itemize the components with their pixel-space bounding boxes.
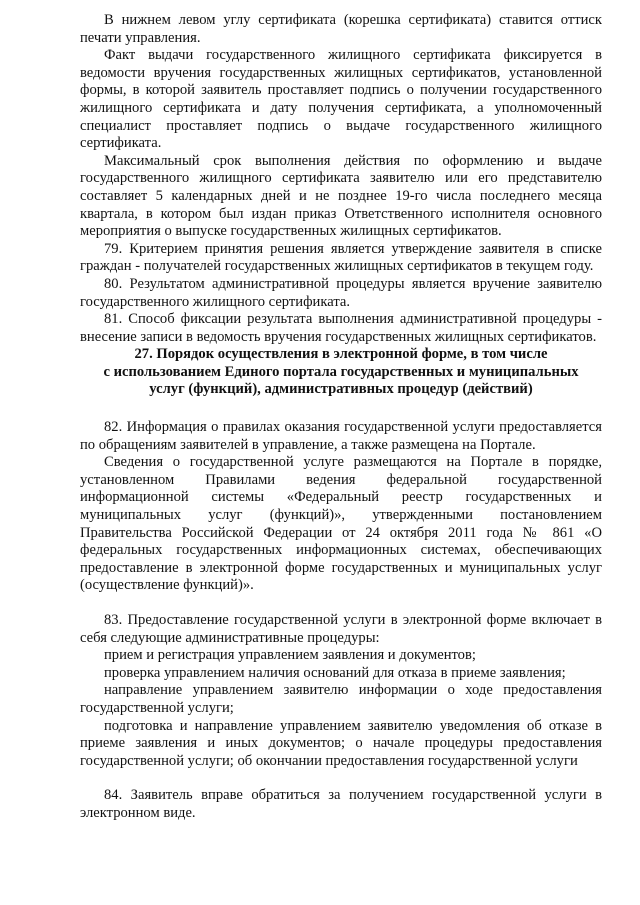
section-heading-line-2: с использованием Единого портала государственных и муниципальных — [103, 363, 579, 380]
paragraph-max-term: Максимальный срок выполнения действия по оформлению и выдаче государственного жилищного сертификата заявителю или его представителю составляет 5 календарных дней и не позднее 19-го числа последнего месяца квартала, в котором был издан приказ Ответственного исполнителя основного мероприятия о выпуске государственных жилищных сертификатов. — [80, 152, 602, 240]
section-heading — [80, 346, 602, 399]
paragraph-stamp: В нижнем левом углу сертификата (корешка сертификата) ставится оттиск печати управления. — [80, 12, 602, 46]
list-item: подготовка и направление управлением заявителю уведомления об отказе в приеме заявления и иных документов; о начале процедуры предоставления государственной услуги; об окончании предоставления государственной услуги — [80, 717, 602, 769]
paragraph-80: 80. Результатом административной процедуры является вручение заявителю государственного жилищного сертификата. — [80, 275, 602, 310]
paragraph-83: 83. Предоставление государственной услуги в электронной форме включает в себя следующие административные процедуры: — [80, 612, 602, 646]
list-item: направление управлением заявителю информации о ходе предоставления государственной услуги; — [80, 682, 602, 716]
paragraph-84: 84. Заявитель вправе обратиться за получением государственной услуги в электронном виде. — [80, 787, 602, 821]
paragraph-81: 81. Способ фиксации результата выполнения административной процедуры - внесение записи в ведомость вручения государственных жилищных сертификатов. — [80, 311, 602, 345]
list-item: прием и регистрация управлением заявления и документов; — [104, 647, 476, 664]
paragraph-issuance-record: Факт выдачи государственного жилищного сертификата фиксируется в ведомости вручения государственных жилищных сертификатов, установленной формы, в которой заявитель проставляет подпись о получении государственного жилищного сертификата и дату получения сертификата, а уполномоченный специалист проставляет подпись о выдаче государственного жилищного сертификата. — [80, 47, 602, 152]
paragraph-82-portal-info: Сведения о государственной услуге размещаются на Портале в порядке, установленном Правилами ведения федеральной государственной информационной системы «Федеральный реестр государственных и муниципальных услуг (функций)», утвержденными постановлением Правительства Российской Федерации от 24 октября 2011 года № 861 «О федеральных государственных информационных системах, обеспечивающих предоставление в электронной форме государственных и муниципальных услуг (осуществление функций)». — [80, 454, 602, 594]
paragraph-82: 82. Информация о правилах оказания государственной услуги предоставляется по обращениям заявителей в управление, а также размещена на Портале. — [80, 419, 602, 453]
section-heading-line-1: 27. Порядок осуществления в электронной форме, в том числе — [134, 346, 548, 363]
paragraph-79: 79. Критерием принятия решения является утверждение заявителя в списке граждан - получателей государственных жилищных сертификатов в текущем году. — [80, 240, 602, 275]
section-heading-line-3: услуг (функций), административных процедур (действий) — [149, 381, 533, 398]
list-item: проверка управлением наличия оснований для отказа в приеме заявления; — [104, 664, 566, 681]
